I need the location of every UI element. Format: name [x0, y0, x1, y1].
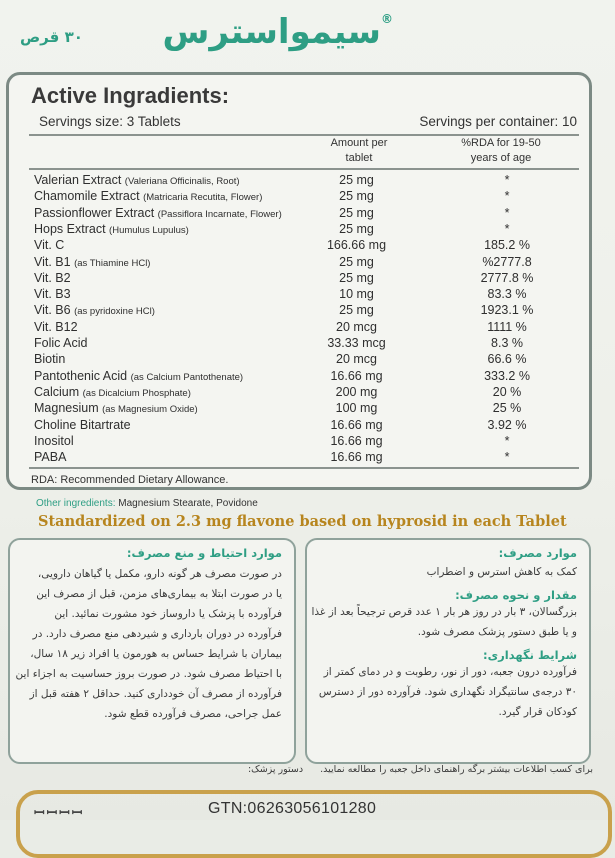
ingredient-source-note: (Passiflora Incarnate, Flower): [157, 208, 282, 220]
ingredient-rda: 2777.8 %: [480, 270, 534, 285]
ingredient-amount: 16.66 mg: [330, 433, 383, 448]
ingredient-row: [34, 418, 569, 434]
ingredient-rda: 1111 %: [487, 319, 527, 334]
storage-heading: شرایط نگهداری:: [483, 648, 577, 662]
ingredient-source-note: (as Thiamine HCl): [74, 257, 151, 269]
rda-header-line: %RDA for 19-50: [461, 137, 541, 149]
ingredient-row: [34, 222, 569, 238]
ingredient-name-text: Vit. B1: [34, 254, 71, 269]
ingredient-name: [34, 222, 189, 236]
other-ingredients-value: Magnesium Stearate, Povidone: [118, 498, 258, 509]
tablet-count: ۳۰ قرص: [20, 28, 83, 46]
ingredient-name-text: Hops Extract: [34, 221, 106, 236]
storage-line: ۳۰ درجه‌ی سانتیگراد نگهداری شود. فرآورده دور از دسترس: [318, 686, 577, 698]
ingredient-rda: 333.2 %: [484, 368, 530, 383]
warnings-line: در صورت مصرف هر گونه دارو، مکمل یا گیاهان دارویی،: [37, 568, 282, 580]
ingredient-name: [34, 320, 78, 334]
ingredient-name-text: Magnesium: [34, 401, 99, 416]
ingredient-row: [34, 450, 569, 466]
ingredient-source-note: (as pyridoxine HCl): [74, 306, 155, 318]
warnings-line: با احتیاط مصرف شود. در صورت بروز حساسیت به اجزاء این: [15, 668, 282, 680]
storage-text: [315, 662, 577, 722]
ingredient-amount: 20 mcg: [336, 319, 377, 334]
ingredient-row: [34, 320, 569, 336]
product-name-text: سیمواسترس: [162, 12, 381, 52]
ingredient-name: [34, 352, 65, 366]
ingredient-amount: 16.66 mg: [330, 450, 383, 465]
dosage-heading: مقدار و نحوه مصرف:: [455, 588, 577, 602]
ingredient-name-text: Vit. B12: [34, 319, 78, 334]
footer-note: [8, 764, 593, 775]
ingredient-name: [34, 189, 262, 203]
ingredient-amount: 25 mg: [339, 205, 374, 220]
ingredient-amount: 25 mg: [339, 254, 374, 269]
ingredient-source-note: (Humulus Lupulus): [109, 224, 189, 236]
ingredient-name-text: Valerian Extract: [34, 173, 122, 187]
other-ingredients: [36, 498, 258, 509]
ingredient-name-text: PABA: [34, 450, 67, 465]
ingredient-name-text: Vit. C: [34, 238, 65, 253]
indications-heading: موارد مصرف:: [498, 546, 577, 560]
ingredient-amount: 25 mg: [339, 221, 374, 236]
doctor-order-label: دستور پزشک:: [247, 764, 304, 775]
other-ingredients-label: Other ingredients:: [36, 498, 116, 509]
ingredient-rda: 83.3 %: [487, 287, 527, 302]
standardization-statement: Standardized on 2.3 mg flavone based on hyprosid in each Tablet: [38, 513, 567, 530]
ingredient-row: [34, 434, 569, 450]
warnings-line: یا در صورت ابتلا به بیماری‌های مزمن، قبل از مصرف این: [36, 588, 282, 600]
ingredient-row: [34, 255, 569, 271]
ingredient-amount: 200 mg: [335, 384, 378, 399]
ingredient-name-text: Pantothenic Acid: [34, 368, 128, 383]
ingredient-source-note: (Matricaria Recutita, Flower): [143, 192, 263, 204]
ingredient-row: [34, 369, 569, 385]
more-info-text: برای کسب اطلاعات بیشتر برگه راهنمای داخل جعبه را مطالعه نمایید.: [320, 764, 593, 775]
registered-mark: ®: [381, 12, 393, 26]
ingredient-rda: 8.3 %: [491, 336, 523, 350]
dosage-text: [311, 602, 577, 642]
ingredient-rda: %2777.8: [482, 254, 532, 269]
ingredient-amount: 33.33 mcg: [327, 336, 386, 350]
rda-column-header: [441, 136, 561, 166]
ingredient-source-note: (as Calcium Pantothenate): [130, 371, 244, 383]
warnings-line: عمل جراحی، مصرف فرآورده قطع شود.: [104, 708, 282, 720]
ingredient-name: [34, 418, 131, 432]
amount-column-header: [309, 136, 409, 166]
ingredient-rda: 1923.1 %: [480, 303, 534, 318]
ingredient-amount: 16.66 mg: [330, 368, 383, 383]
ingredient-name: [34, 385, 191, 399]
facts-title: Active Ingradients:: [31, 83, 230, 108]
ingredient-amount: 100 mg: [335, 401, 378, 416]
ingredient-name-text: Chamomile Extract: [34, 189, 140, 204]
ingredient-name-text: Vit. B6: [34, 303, 71, 318]
ingredient-name: [34, 450, 66, 464]
ingredient-row: [34, 401, 569, 417]
warnings-panel: [8, 538, 296, 764]
ingredient-rda: *: [504, 433, 510, 448]
ingredient-name-text: Biotin: [34, 352, 66, 367]
ingredient-amount: 25 mg: [339, 303, 374, 318]
warnings-heading: موارد احتیاط و منع مصرف:: [126, 546, 282, 560]
ingredient-rda: 185.2 %: [484, 238, 530, 253]
warnings-line: بیماران با شرایط حساس به هورمون یا افراد زیر ۱۸ سال،: [30, 648, 282, 660]
amount-header-line: Amount per: [330, 137, 388, 149]
ingredient-name-text: Folic Acid: [34, 336, 88, 350]
ingredient-name: [34, 173, 240, 187]
dosage-line: بزرگسالان، ۳ بار در روز هر بار ۱ عدد قرص ترجیحاً بعد از غذا: [311, 606, 577, 618]
ingredient-source-note: (as Magnesium Oxide): [102, 404, 198, 416]
ingredient-rda: *: [504, 173, 510, 187]
supplement-facts-box: [6, 72, 592, 490]
serving-size: Servings size: 3 Tablets: [39, 114, 181, 129]
ingredient-row: [34, 385, 569, 401]
ingredient-amount: 20 mcg: [336, 352, 377, 367]
ingredient-row: [34, 238, 569, 254]
ingredient-name: [34, 303, 155, 317]
warnings-line: فرآورده در دوران بارداری و شیردهی منع مصرف دارد. در: [32, 628, 282, 640]
dosage-line: و یا طبق دستور پزشک مصرف شود.: [417, 626, 577, 638]
ingredient-amount: 25 mg: [339, 270, 374, 285]
ingredient-name-text: Passionflower Extract: [34, 205, 155, 220]
rda-header-line: years of age: [470, 152, 532, 164]
ingredient-amount: 10 mg: [339, 287, 374, 302]
facts-divider: [29, 467, 579, 469]
ingredient-row: [34, 173, 569, 189]
ingredient-name-text: Vit. B2: [34, 270, 71, 285]
usage-panel: [305, 538, 591, 764]
ingredient-source-note: (as Dicalcium Phosphate): [82, 387, 191, 399]
warnings-text: [15, 564, 282, 724]
ingredient-source-note: (Valeriana Officinalis, Root): [124, 176, 240, 187]
ingredient-name: [34, 206, 282, 220]
ingredient-rda: *: [504, 205, 510, 220]
ingredient-rda: 25 %: [492, 401, 522, 416]
ingredient-rda: *: [504, 221, 510, 236]
ingredient-name: [34, 271, 71, 285]
ingredient-amount: 166.66 mg: [326, 238, 387, 253]
storage-line: فرآورده درون جعبه، دور از نور، رطوبت و در دمای کمتر از: [323, 666, 577, 678]
ingredient-name-text: Choline Bitartrate: [34, 417, 131, 432]
ingredient-name: [34, 369, 243, 383]
ingredient-rda: *: [504, 189, 510, 204]
ingredient-row: [34, 206, 569, 222]
ingredient-rda: 3.92 %: [487, 417, 527, 432]
ingredient-rda: 66.6 %: [487, 352, 527, 367]
gtn-code: GTN:06263056101280: [208, 800, 377, 817]
ingredient-amount: 25 mg: [339, 173, 374, 187]
ingredient-name-text: Inositol: [34, 433, 74, 448]
rda-note: RDA: Recommended Dietary Allowance.: [31, 474, 229, 486]
ingredient-row: [34, 271, 569, 287]
indications-text: کمک به کاهش استرس و اضطراب: [426, 566, 577, 578]
ingredient-row: [34, 189, 569, 205]
ingredient-amount: 25 mg: [339, 189, 374, 204]
servings-per-container: Servings per container: 10: [419, 114, 577, 129]
ingredient-name: [34, 287, 71, 301]
ingredient-name-text: Calcium: [34, 384, 80, 399]
ingredient-name: [34, 434, 74, 448]
warnings-line: فرآورده از مصرف آن خودداری کنید. حداقل ۲ هفته قبل از: [29, 688, 282, 700]
ingredient-row: [34, 352, 569, 368]
ingredient-name-text: Vit. B3: [34, 287, 71, 302]
product-name: [163, 12, 393, 52]
facts-divider: [29, 168, 579, 170]
ingredient-name: [34, 401, 198, 415]
ingredient-name: [34, 336, 88, 350]
ingredient-name: [34, 255, 150, 269]
storage-line: کودکان قرار گیرد.: [498, 706, 577, 718]
warnings-line: فرآورده با پزشک یا داروساز خود مشورت نمائید. این: [54, 608, 282, 620]
brand-fragment: ꟷꟷꟷꟷ: [34, 806, 85, 821]
ingredient-row: [34, 303, 569, 319]
ingredient-row: [34, 336, 569, 352]
ingredient-amount: 16.66 mg: [330, 417, 383, 432]
ingredient-rda: *: [504, 450, 510, 465]
ingredient-name: [34, 238, 64, 252]
amount-header-line: tablet: [345, 152, 373, 164]
ingredient-row: [34, 287, 569, 303]
ingredient-rda: 20 %: [492, 384, 522, 399]
